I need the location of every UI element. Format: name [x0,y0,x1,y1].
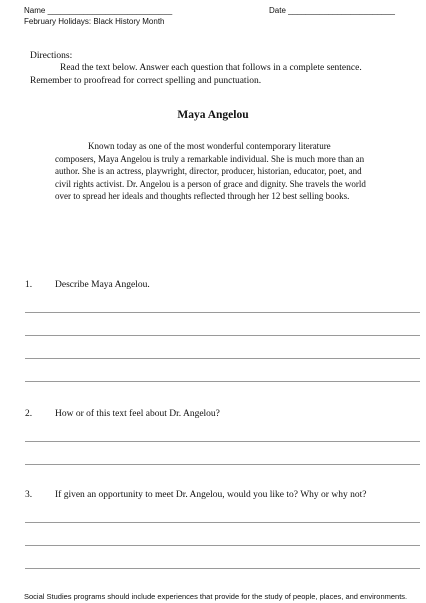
worksheet-subtitle: February Holidays: Black History Month [24,17,165,26]
answer-line [25,312,420,313]
directions-line-2: Remember to proofread for correct spelling and punctuation. [30,76,262,86]
footer-note: Social Studies programs should include experiences that provide for the study of people, places, and environments. [24,592,408,601]
directions-title: Directions: [30,51,73,61]
question-3-text: If given an opportunity to meet Dr. Angelou, would you like to? Why or why not? [55,490,367,500]
name-field-label: Name ____________________________ [24,6,173,15]
answer-line [25,464,420,465]
answer-line [25,441,420,442]
question-3-number: 3. [25,490,33,500]
answer-line [25,522,420,523]
passage-title: Maya Angelou [177,109,249,121]
directions-line-1: Read the text below. Answer each question that follows in a complete sentence. [60,63,362,73]
passage-text: Known today as one of the most wonderful contemporary literature composers, Maya Angelou is truly a remarkable individual. She is much more than an author. She is an actress, playwright, director, producer, historian, educator, poet, and civil rights activist. Dr. Angelou is a person of grace and dignity. She travels the world over to spread her ideals and thoughts reflected through her 12 best selling books. [55,141,366,201]
question-2-text: How or of this text feel about Dr. Angelou? [55,409,220,419]
question-1-text: Describe Maya Angelou. [55,280,150,290]
answer-line [25,568,420,569]
question-1-number: 1. [25,280,33,290]
answer-line [25,381,420,382]
answer-line [25,545,420,546]
answer-line [25,358,420,359]
question-2-number: 2. [25,409,33,419]
passage-body [55,140,373,203]
answer-line [25,335,420,336]
date-field-label: Date ________________________ [269,6,395,15]
